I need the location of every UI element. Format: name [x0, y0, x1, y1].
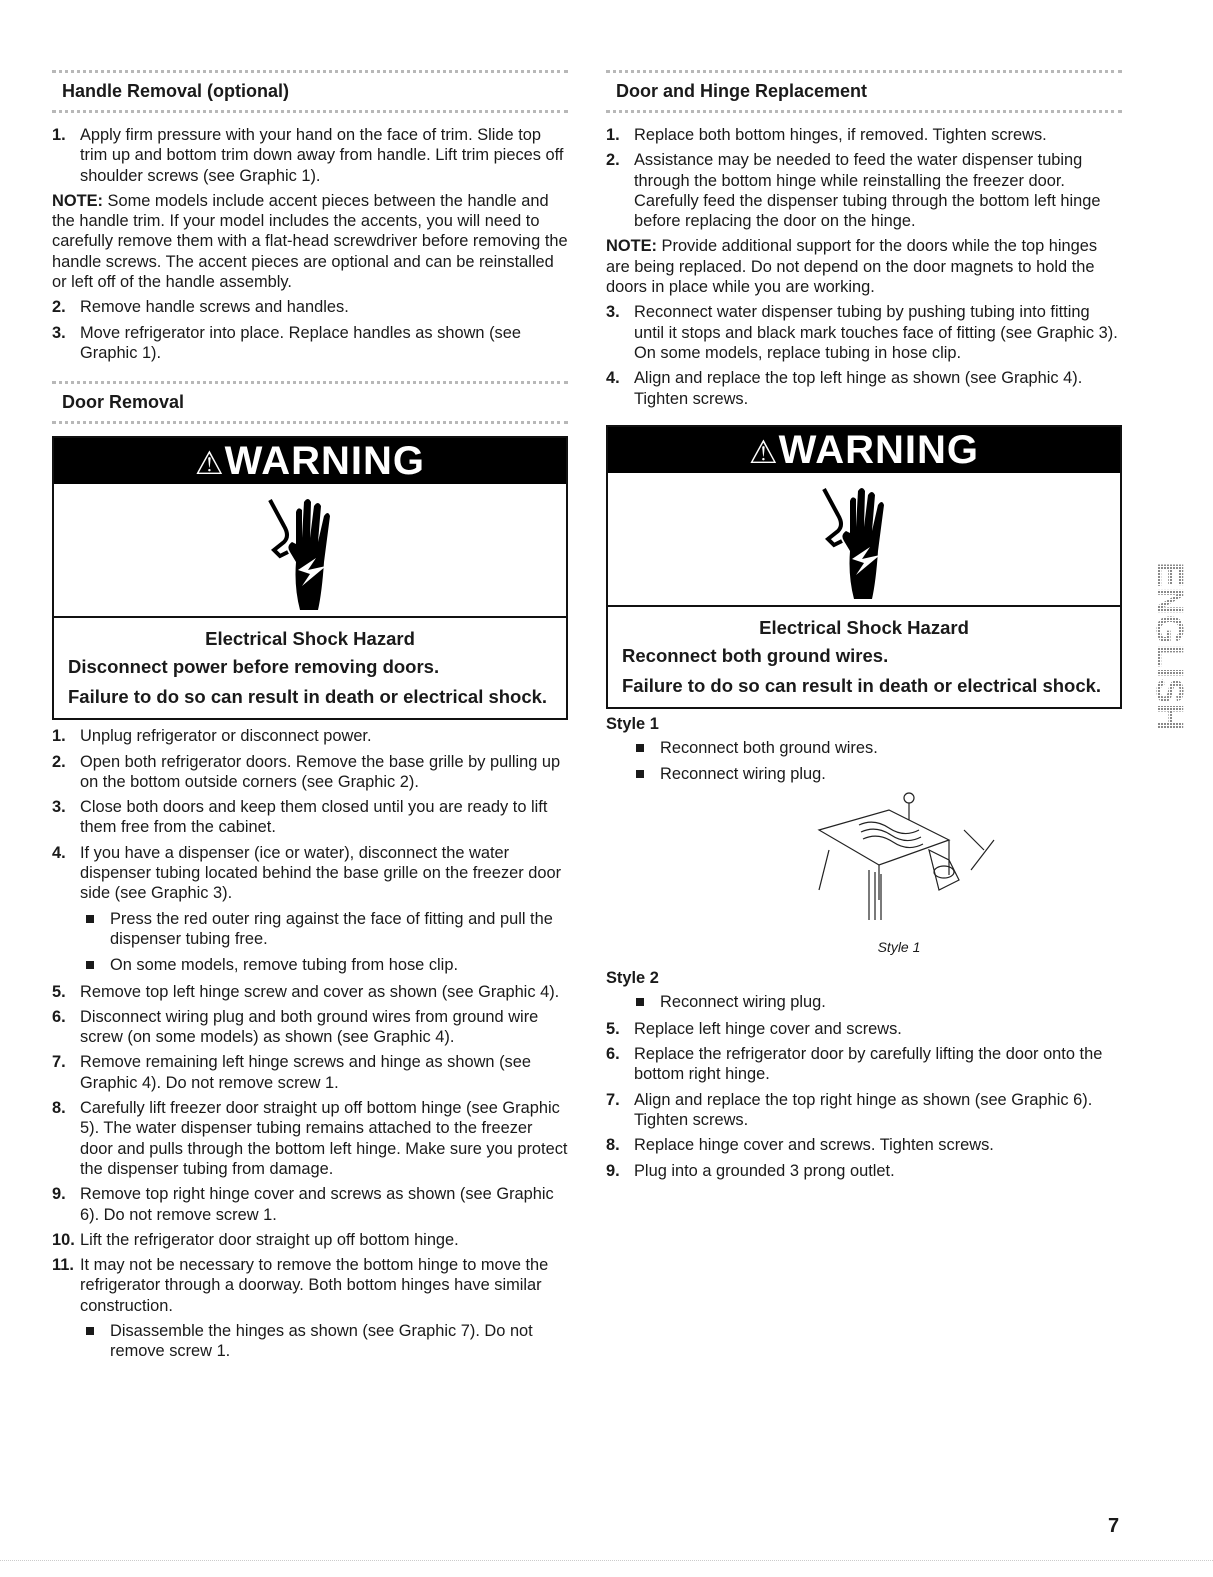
- warning-box: [606, 425, 1122, 709]
- bullet-item: Disassemble the hinges as shown (see Graphic 7). Do not remove screw 1.: [80, 1321, 568, 1362]
- door-removal-bullets-2: [80, 1321, 568, 1362]
- warning-text: [54, 618, 566, 718]
- side-tab-text: ENGLISH: [1150, 562, 1188, 731]
- handle-removal-steps-2: [52, 297, 568, 363]
- warning-line-1: Disconnect power before removing doors.: [68, 656, 440, 678]
- warning-title: ⚠WARNING: [608, 427, 1120, 473]
- list-item: 1. Unplug refrigerator or disconnect power.: [52, 727, 372, 746]
- handle-note: NOTE: Some models include accent pieces between the handle and the handle trim. If your model includes the accents, you will need to carefully remove them with a flat-head screwdriver before removing the handle screws. The accent pieces are optional and can be reinstalled or left off of the handle assembly.: [52, 191, 568, 292]
- bullet-item: Reconnect wiring plug.: [630, 992, 1122, 1012]
- list-item: 3. Move refrigerator into place. Replace handles as shown (see Graphic 1).: [52, 323, 521, 362]
- list-item: 9. Plug into a grounded 3 prong outlet.: [606, 1161, 895, 1180]
- list-item: 1. Apply firm pressure with your hand on the face of trim. Slide top trim up and bottom trim down away from handle. Lift trim pieces off shoulder screws (see Graphic 1).: [52, 126, 564, 185]
- door-hinge-steps: [606, 125, 1122, 231]
- list-item: 8. Carefully lift freezer door straight up off bottom hinge (see Graphic 5). The water dispenser tubing remains attached to the freezer door and pulls through the bottom left hinge. Make sure you protect the dispenser tubing from damage.: [52, 1099, 568, 1178]
- list-item: 7. Remove remaining left hinge screws and hinge as shown (see Graphic 4). Do not remove screw 1.: [52, 1053, 531, 1092]
- bullet-item: Reconnect wiring plug.: [630, 764, 1122, 784]
- door-hinge-steps-2: [606, 302, 1122, 408]
- list-item: 5. Replace left hinge cover and screws.: [606, 1019, 902, 1038]
- list-item: 2. Assistance may be needed to feed the water dispenser tubing through the bottom hinge while reinstalling the freezer door. Carefully feed the dispenser tubing through the bottom left hinge before replacing the door on the hinge.: [606, 151, 1101, 231]
- handle-removal-steps: [52, 125, 568, 186]
- right-column: [606, 70, 1122, 1186]
- handle-removal-heading: Handle Removal (optional): [52, 70, 568, 113]
- warning-title: ⚠WARNING: [54, 438, 566, 484]
- page-number: 7: [1108, 1515, 1120, 1537]
- door-removal-heading: Door Removal: [52, 381, 568, 424]
- list-item: 8. Replace hinge cover and screws. Tighten screws.: [606, 1136, 994, 1155]
- bullet-item: Reconnect both ground wires.: [630, 738, 1122, 758]
- warning-hazard: Electrical Shock Hazard: [759, 616, 969, 638]
- list-item: 10. Lift the refrigerator door straight up off bottom hinge.: [52, 1230, 459, 1249]
- door-hinge-steps-3: [606, 1019, 1122, 1181]
- list-item: 5. Remove top left hinge screw and cover as shown (see Graphic 4).: [52, 982, 560, 1001]
- door-removal-steps-2: [52, 982, 568, 1316]
- warning-line-2: Failure to do so can result in death or electrical shock.: [622, 674, 1102, 696]
- list-item: 6. Replace the refrigerator door by carefully lifting the door onto the bottom right hinge.: [606, 1045, 1103, 1084]
- list-item: 2. Remove handle screws and handles.: [52, 298, 349, 317]
- list-item: 3. Close both doors and keep them closed until you are ready to lift them free from the cabinet.: [52, 798, 548, 837]
- warning-triangle-icon: ⚠: [748, 433, 779, 470]
- shock-hazard-icon: [54, 484, 566, 618]
- warning-text: [608, 607, 1120, 707]
- warning-box: [52, 436, 568, 720]
- list-item: 7. Align and replace the top right hinge as shown (see Graphic 6). Tighten screws.: [606, 1090, 1093, 1129]
- style-1-illustration: [606, 790, 1122, 935]
- warning-triangle-icon: ⚠: [194, 445, 225, 482]
- list-item: 6. Disconnect wiring plug and both ground wires from ground wire screw (on some models) as shown (see Graphic 4).: [52, 1007, 539, 1047]
- bottom-rule: [0, 1560, 1213, 1561]
- style-1-bullets: [630, 738, 1122, 785]
- door-removal-steps: [52, 726, 568, 903]
- list-item: 3. Reconnect water dispenser tubing by pushing tubing into fitting until it stops and black mark touches face of fitting (see Graphic 3). On some models, replace tubing in hose clip.: [606, 303, 1118, 362]
- warning-line-1: Reconnect both ground wires.: [622, 644, 889, 666]
- style-2-bullets: [630, 992, 1122, 1012]
- shock-hazard-icon: [608, 473, 1120, 607]
- door-removal-bullets: [80, 909, 568, 976]
- bullet-item: On some models, remove tubing from hose clip.: [80, 955, 568, 975]
- list-item: 1. Replace both bottom hinges, if removed. Tighten screws.: [606, 126, 1047, 144]
- list-item: 4. Align and replace the top left hinge as shown (see Graphic 4). Tighten screws.: [606, 369, 1083, 408]
- warning-line-2: Failure to do so can result in death or electrical shock.: [68, 686, 548, 708]
- list-item: 2. Open both refrigerator doors. Remove the base grille by pulling up on the bottom outside corners (see Graphic 2).: [52, 752, 561, 791]
- door-hinge-note: NOTE: Provide additional support for the doors while the top hinges are being replaced. Do not depend on the door magnets to hold the doors in place while you are working.: [606, 237, 1098, 297]
- warning-hazard: Electrical Shock Hazard: [205, 628, 415, 650]
- door-hinge-heading: Door and Hinge Replacement: [606, 70, 1122, 113]
- list-item: 11. It may not be necessary to remove the bottom hinge to move the refrigerator through a doorway. Both bottom hinges have similar construction.: [52, 1256, 549, 1315]
- style-1-label: Style 1: [606, 714, 659, 733]
- style-1-caption: Style 1: [877, 939, 921, 956]
- bullet-item: Press the red outer ring against the face of fitting and pull the dispenser tubing free.: [80, 909, 568, 950]
- left-column: [52, 70, 568, 1368]
- list-item: 9. Remove top right hinge cover and screws as shown (see Graphic 6). Do not remove screw 1.: [52, 1185, 554, 1224]
- list-item: 4. If you have a dispenser (ice or water), disconnect the water dispenser tubing located behind the base grille on the freezer door side (see Graphic 3).: [52, 843, 562, 903]
- language-side-tab: [1150, 562, 1188, 780]
- style-2-label: Style 2: [606, 969, 659, 988]
